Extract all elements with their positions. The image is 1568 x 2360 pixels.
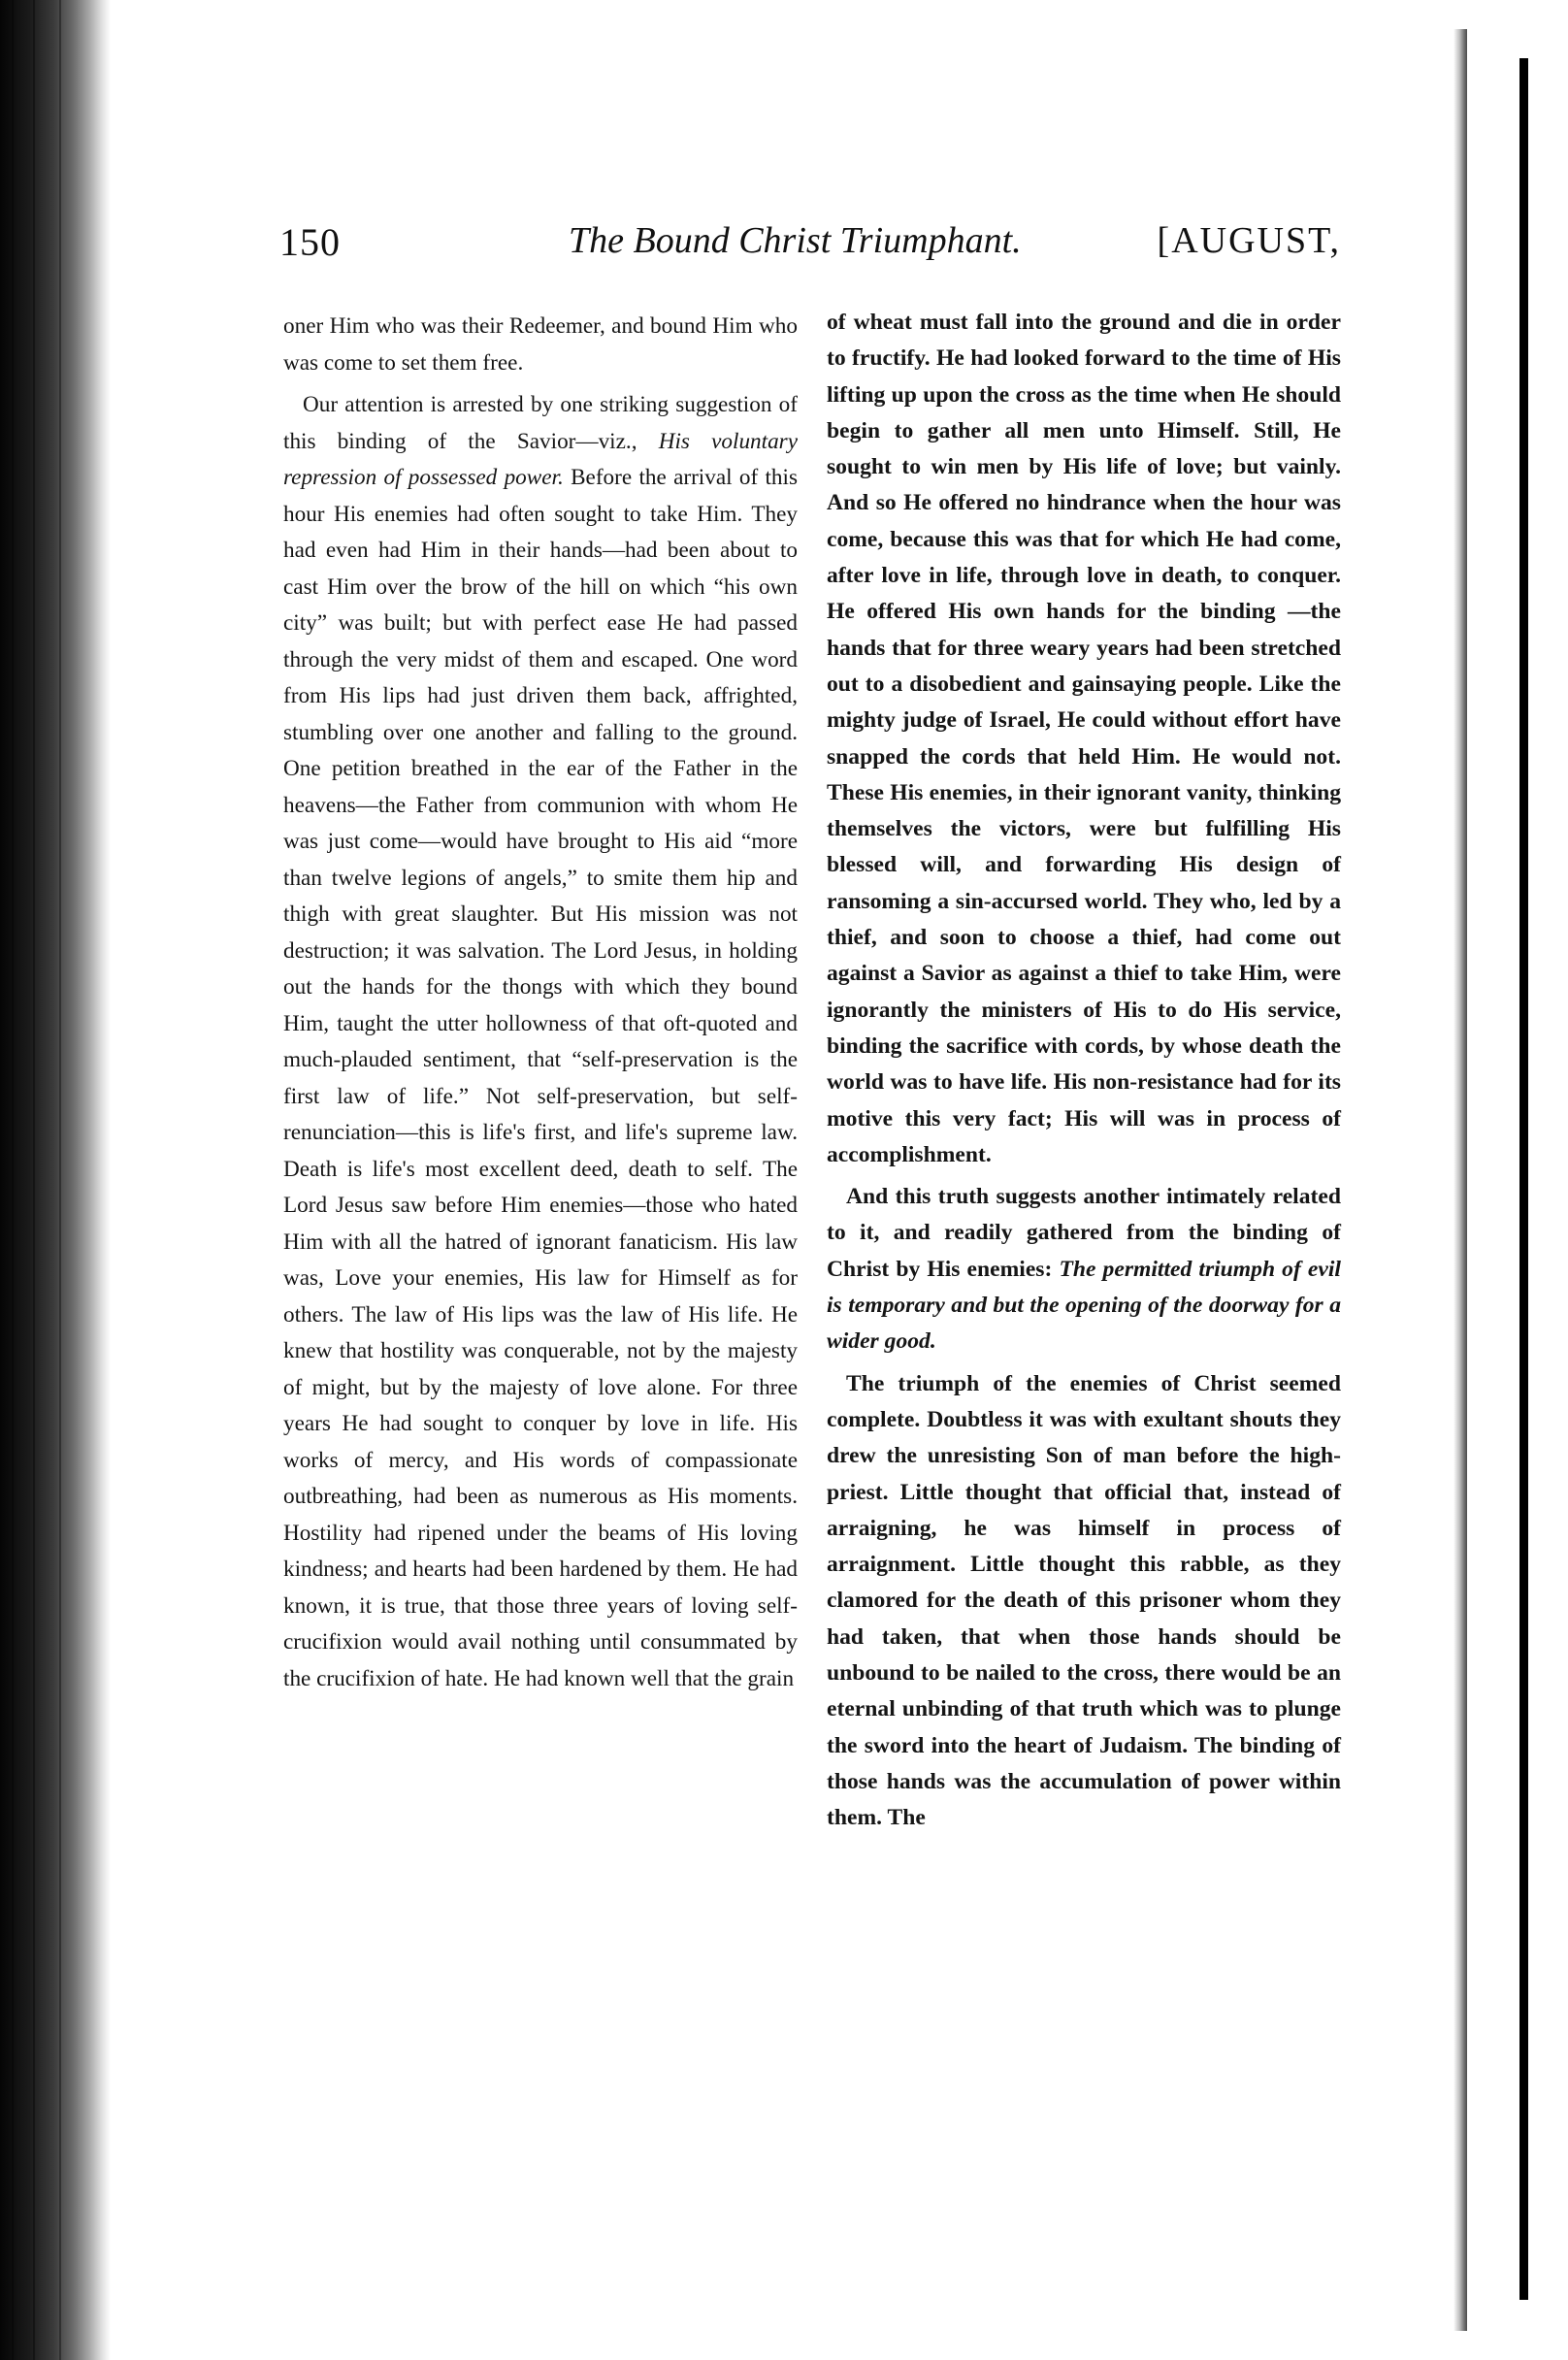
page-fold-shadow	[1454, 29, 1467, 2331]
paragraph: The triumph of the enemies of Christ seemed complete. Doubtless it was with exultant shouts they drew the unresisting Son of man before the high-priest. Little thought that official that, instead of arraigning, he was himself in process of arraignment. Little thought this rabble, as they clamored for the death of this prisoner whom they had taken, that when those hands should be unbound to be nailed to the cross, there would be an eternal unbinding of that truth which was to plunge the sword into the heart of Judaism. The binding of those hands was the accumulation of power within them. The	[827, 1370, 1341, 1831]
running-title: The Bound Christ Triumphant.	[569, 220, 1022, 261]
paragraph	[283, 387, 798, 1697]
page-header	[279, 219, 1341, 278]
paragraph-text: Our attention is arrested by one striking suggestion of this binding of the Savior—viz.,	[283, 392, 798, 454]
right-column	[827, 305, 1341, 1836]
paragraph: of wheat must fall into the ground and die in order to fructify. He had looked forward to the time of His lifting up upon the cross as the time when He should begin to gather all men unto Himself. Still, He sought to win men by His life of love; but vainly. And so He offered no hindrance when the hour was come, because this was that for which He had come, after love in life, through love in death, to conquer. He offered His own hands for the binding —the hands that for three weary years had been stretched out to a disobedient and gainsaying people. Like the mighty judge of Israel, He could without effort have snapped the cords that held Him. He would not. These His enemies, in their ignorant vanity, thinking themselves the victors, were but fulfilling His blessed will, and forwarding His design of ransoming a sin-accursed world. They who, led by a thief, and soon to choose a thief, had come out against a Savior as against a thief to take Him, were ignorantly the ministers of His to do His service, binding the sacrifice with cords, by whose death the world was to have life. His non-resistance had for its motive this very fact; His will was in process of accomplishment.	[827, 310, 1341, 1167]
paragraph-text: And this truth suggests another intimately related to it, and readily gathered from the binding of Christ by His enemies:	[827, 1184, 1341, 1282]
paragraph: oner Him who was their Redeemer, and bound Him who was come to set them free.	[283, 313, 798, 376]
italic-emphasis: The permitted triumph of evil is temporary and but the opening of the doorway for a wider good.	[827, 1256, 1341, 1355]
left-column	[283, 309, 798, 1697]
page-number: 150	[279, 220, 341, 264]
italic-emphasis: His voluntary repression of possessed power.	[283, 428, 798, 490]
paragraph	[827, 1179, 1341, 1360]
paragraph-text: Before the arrival of this hour His enemies had often sought to take Him. They had even had Him in their hands—had been about to cast Him over the brow of the hill on which “his own city” was built; but with perfect ease He had passed through the very midst of them and escaped. One word from His lips had just driven them back, affrighted, stumbling over one another and falling to the ground. One petition breathed in the ear of the Father in the heavens—the Father from communion with whom He was just come—would have brought to His aid “more than twelve legions of angels,” to smite them hip and thigh with great slaughter. But His mission was not destruction; it was salvation. The Lord Jesus, in holding out the hands for the thongs with which they bound Him, taught the utter hollowness of that oft-quoted and much-plauded sentiment, that “self-preservation is the first law of life.” Not self-preservation, but self-renunciation—this is life's first, and life's supreme law. Death is life's most excellent deed, death to self. The Lord Jesus saw before Him enemies—those who hated Him with all the hatred of ignorant fanaticism. His law was, Love your enemies, His law for Himself as for others. The law of His lips was the law of His life. He knew that hostility was conquerable, not by the majesty of might, but by the majesty of love alone. For three years He had sought to conquer by love in life. His works of mercy, and His words of compassionate outbreathing, had been as numerous as His moments. Hostility had ripened under the beams of His loving kindness; and hearts had been hardened by them. He had known, it is true, that those three years of loving self-crucifixion would avail nothing until consummated by the crucifixion of hate. He had known well that the grain	[283, 465, 798, 1691]
running-month: [AUGUST,	[1157, 220, 1341, 261]
scan-right-border	[1436, 0, 1568, 2360]
scan-left-border	[0, 0, 111, 2360]
binding-edge	[1519, 58, 1528, 2300]
